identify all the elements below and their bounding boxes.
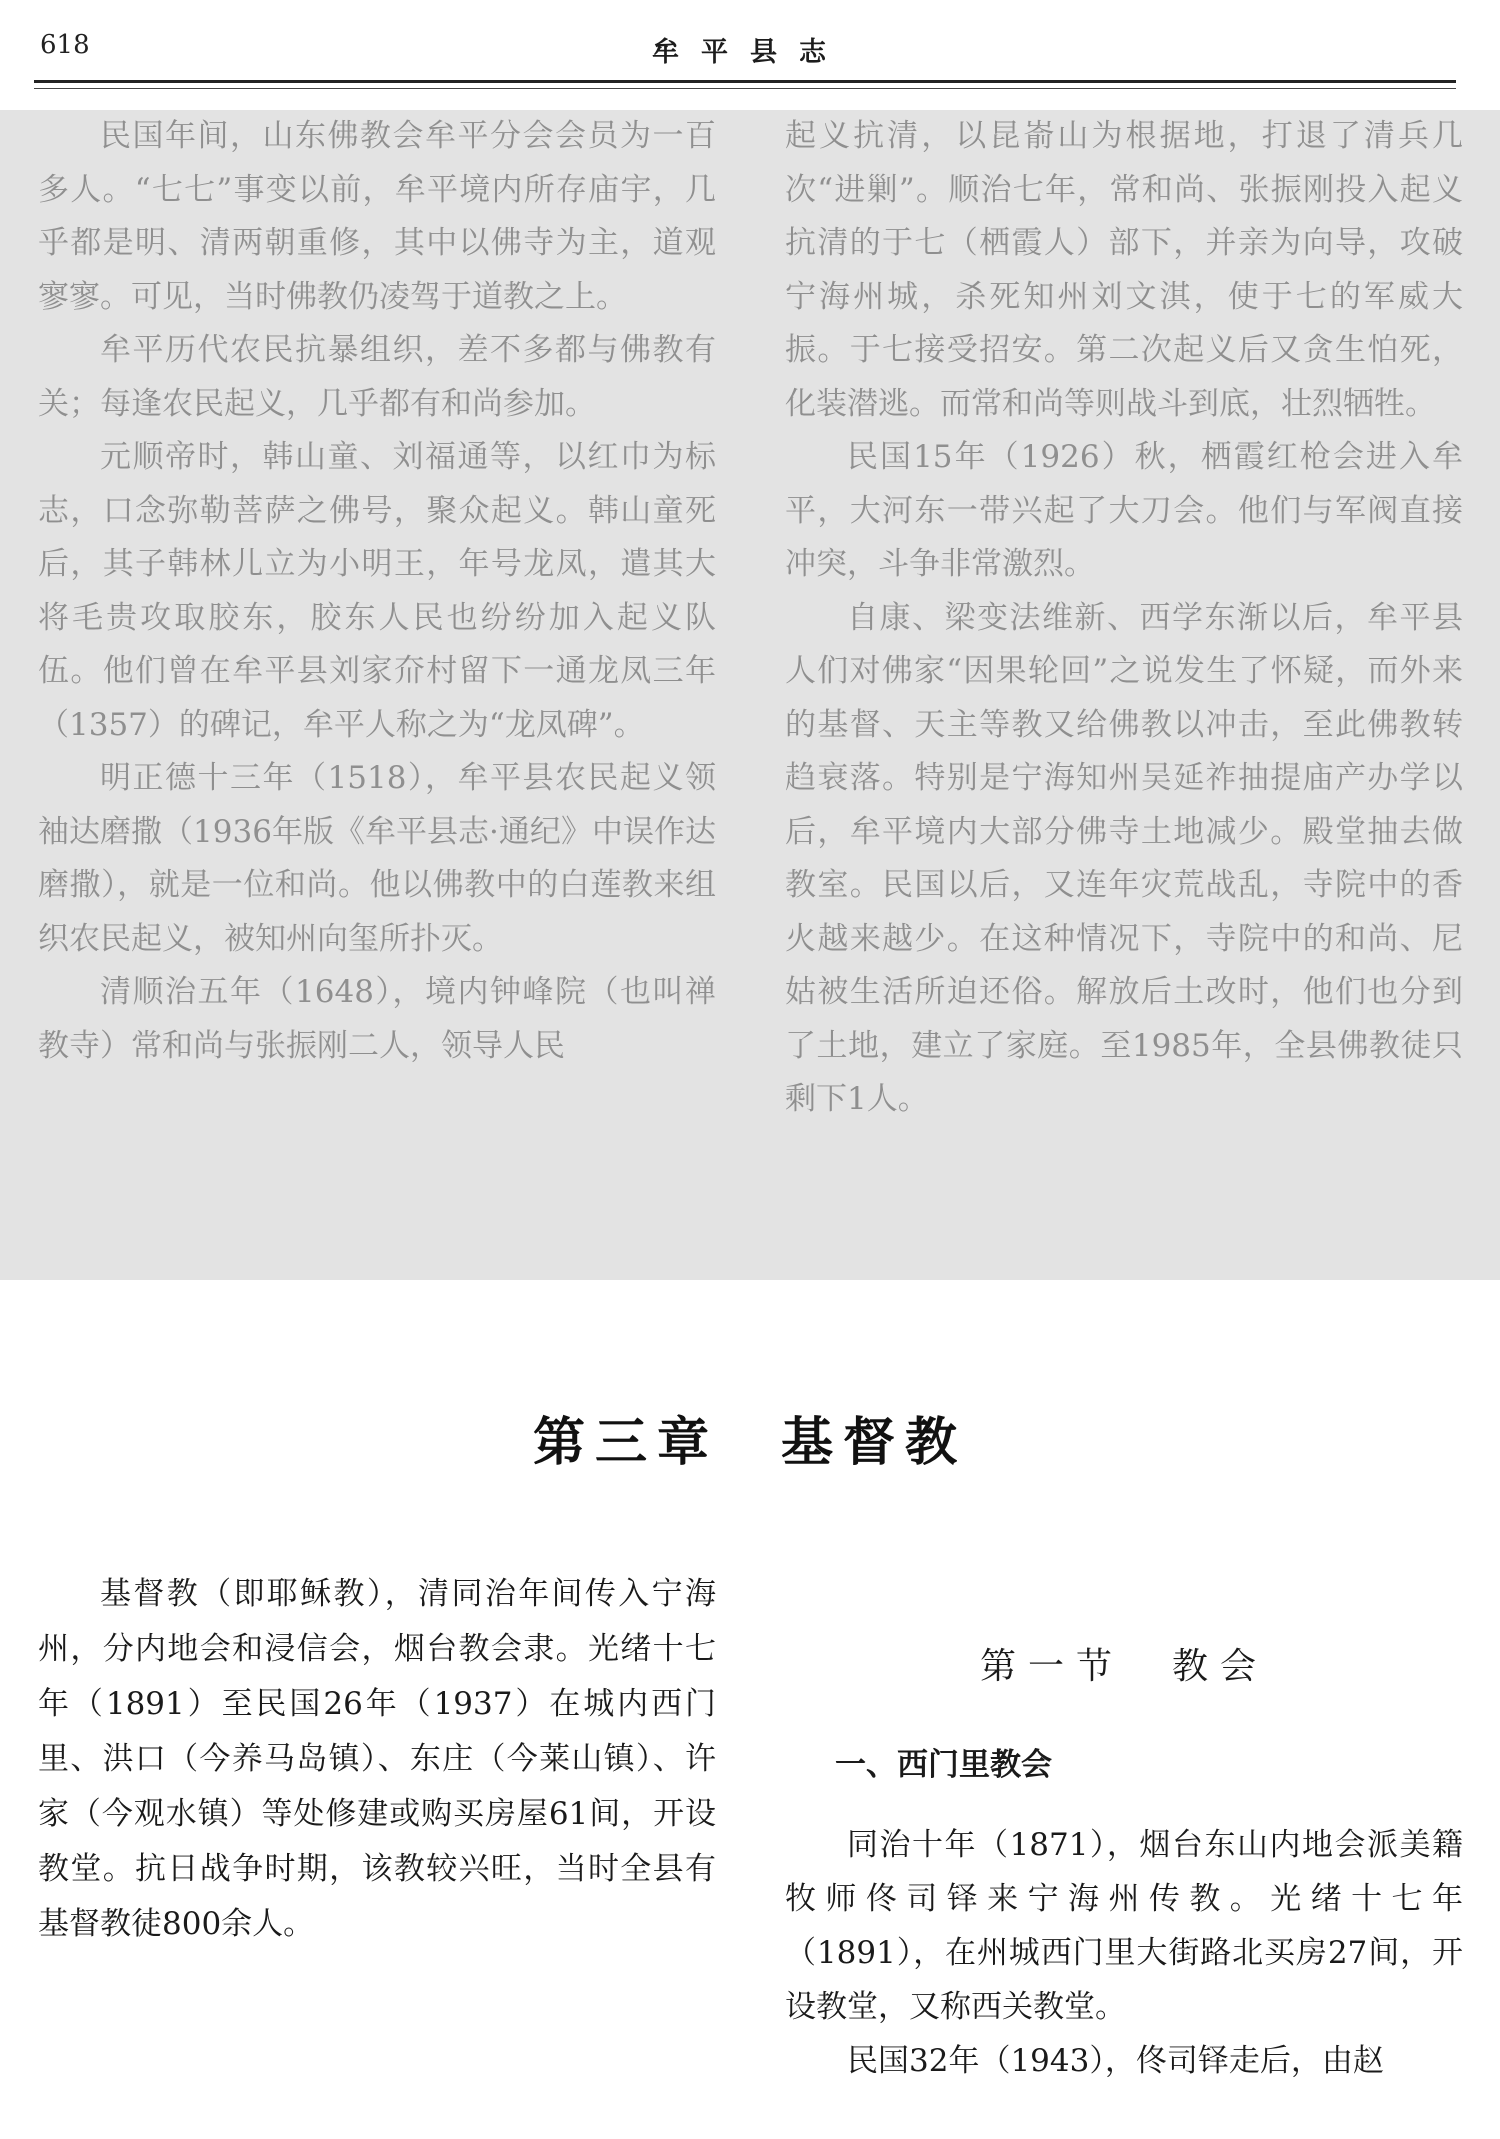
bottom-right-column (785, 1640, 1463, 2088)
paragraph: 清顺治五年（1648），境内钟峰院（也叫禅教寺）常和尚与张振刚二人，领导人民 (38, 974, 716, 1064)
paragraph: 牟平历代农民抗暴组织，差不多都与佛教有关；每逢农民起义，几乎都有和尚参加。 (38, 332, 716, 422)
section-title: 第一节 教会 (979, 1646, 1268, 1687)
running-title: 牟平县志 (652, 37, 848, 68)
intro-paragraph: 基督教（即耶稣教），清同治年间传入宁海州，分内地会和浸信会，烟台教会隶。光绪十七年（1891）至民国26年（1937）在城内西门里、洪口（今养马岛镇）、东庄（今莱山镇）、许家（今观水镇）等处修建或购买房屋61间，开设教堂。抗日战争时期，该教较兴旺，当时全县有基督教徒800余人。 (38, 1576, 716, 1942)
subsection-title: 一、西门里教会 (835, 1747, 1052, 1783)
paragraph: 自康、梁变法维新、西学东渐以后，牟平县人们对佛家“因果轮回”之说发生了怀疑，而外来的基督、天主等教又给佛教以冲击，至此佛教转趋衰落。特别是宁海知州吴延祚抽提庙产办学以后，牟平境内大部分佛寺土地减少。殿堂抽去做教室。民国以后，又连年灾荒战乱，寺院中的香火越来越少。在这种情况下，寺院中的和尚、尼姑被生活所迫还俗。解放后土改时，他们也分到了土地，建立了家庭。至1985年，全县佛教徒只剩下1人。 (785, 599, 1463, 1117)
header-rule (34, 80, 1456, 83)
paragraph: 同治十年（1871），烟台东山内地会派美籍牧师佟司铎来宁海州传教。光绪十七年（1891），在州城西门里大街路北买房27间，开设教堂，又称西关教堂。 (785, 1827, 1463, 2025)
top-left-column (38, 110, 716, 1073)
paragraph: 民国32年（1943），佟司铎走后，由赵 (847, 2043, 1384, 2079)
page-number: 618 (40, 30, 90, 60)
paragraph: 元顺帝时，韩山童、刘福通等，以红巾为标志，口念弥勒菩萨之佛号，聚众起义。韩山童死后，其子韩林儿立为小明王，年号龙凤，遣其大将毛贵攻取胶东，胶东人民也纷纷加入起义队伍。他们曾在牟平县刘家夼村留下一通龙凤三年（1357）的碑记，牟平人称之为“龙凤碑”。 (38, 439, 716, 743)
paragraph: 民国15年（1926）秋，栖霞红枪会进入牟平，大河东一带兴起了大刀会。他们与军阀直接冲突，斗争非常激烈。 (785, 439, 1463, 582)
paragraph: 民国年间，山东佛教会牟平分会会员为一百多人。“七七”事变以前，牟平境内所存庙宇，几乎都是明、清两朝重修，其中以佛寺为主，道观寥寥。可见，当时佛教仍凌驾于道教之上。 (38, 118, 716, 315)
paragraph-continuation: 起义抗清，以昆嵛山为根据地，打退了清兵几次“进剿”。顺治七年，常和尚、张振刚投入起义抗清的于七（栖霞人）部下，并亲为向导，攻破宁海州城，杀死知州刘文淇，使于七的军威大振。于七接受招安。第二次起义后又贪生怕死，化装潜逃。而常和尚等则战斗到底，壮烈牺牲。 (785, 118, 1463, 422)
bottom-left-column (38, 1567, 716, 1952)
top-right-column (785, 110, 1463, 1127)
chapter-title: 第三章 基督教 (532, 1413, 967, 1473)
paragraph: 明正德十三年（1518），牟平县农民起义领袖达磨撒（1936年版《牟平县志·通纪》中误作达磨撒），就是一位和尚。他以佛教中的白莲教来组织农民起义，被知州向玺所扑灭。 (38, 760, 716, 957)
header-rule-thin (34, 88, 1456, 89)
page-header (0, 0, 1500, 90)
